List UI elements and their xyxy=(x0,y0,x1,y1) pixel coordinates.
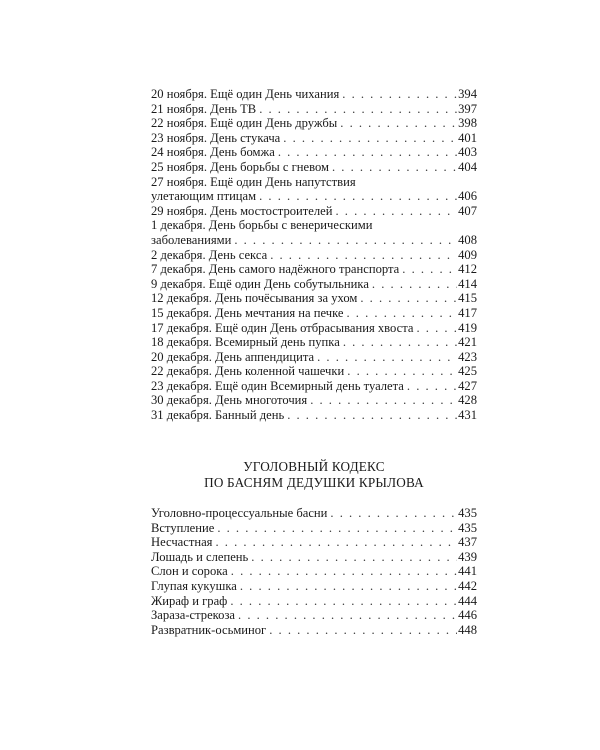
toc-entry-title: 31 декабря. Банный день xyxy=(151,408,285,423)
dot-leader xyxy=(231,564,457,579)
toc-entry-title: 2 декабря. День секса xyxy=(151,247,268,262)
toc-entry-line xyxy=(151,306,477,321)
toc-entry-title: 22 ноября. Ещё один День дружбы xyxy=(151,116,338,131)
toc-entry-line xyxy=(151,102,477,117)
toc-entry xyxy=(151,248,477,263)
toc-entry-title: 18 декабря. Всемирный день пупка xyxy=(151,335,340,350)
toc-entry-title: 9 декабря. Ещё один День собутыльника xyxy=(151,276,369,291)
toc-entry-line xyxy=(151,145,477,160)
toc-entry xyxy=(151,116,477,131)
toc-entry-title: Лошадь и слепень xyxy=(151,549,249,564)
toc-entry-title: 7 декабря. День самого надёжного транспорта xyxy=(151,262,400,277)
toc-entry xyxy=(151,623,477,638)
toc-entry-page-number: 444 xyxy=(458,593,477,608)
toc-entry xyxy=(151,506,477,521)
toc-entry xyxy=(151,335,477,350)
toc-entry-title: 23 ноября. День стукача xyxy=(151,130,281,145)
toc-entry-title: 30 декабря. День многоточия xyxy=(151,393,308,408)
toc-entry-page-number: 408 xyxy=(458,232,477,247)
toc-entry-page-number: 397 xyxy=(458,101,477,116)
toc-entry-title: Несчастная xyxy=(151,535,213,550)
toc-entry-line xyxy=(151,521,477,536)
toc-entry-title: 12 декабря. День почёсывания за ухом xyxy=(151,291,358,306)
toc-entry-title: Жираф и граф xyxy=(151,593,228,608)
toc-entry-page-number: 425 xyxy=(458,364,477,379)
toc-entry-page-number: 406 xyxy=(458,189,477,204)
toc-entry-line xyxy=(151,204,477,219)
dot-leader xyxy=(360,291,457,306)
dot-leader xyxy=(340,116,457,131)
dot-leader xyxy=(259,102,457,117)
dot-leader xyxy=(234,233,457,248)
dot-leader xyxy=(283,131,457,146)
toc-entry-line xyxy=(151,350,477,365)
toc-entry-line xyxy=(151,116,477,131)
toc-entry-page-number: 448 xyxy=(458,622,477,637)
toc-entry-title: 20 декабря. День аппендицита xyxy=(151,349,315,364)
toc-entry-title: 24 ноября. День бомжа xyxy=(151,145,275,160)
toc-entry-page-number: 412 xyxy=(458,262,477,277)
toc-entry-line xyxy=(151,379,477,394)
toc-entry-line xyxy=(151,506,477,521)
toc-entry xyxy=(151,550,477,565)
dot-leader xyxy=(407,379,457,394)
toc-entry xyxy=(151,175,477,204)
toc-entry-page-number: 394 xyxy=(458,87,477,101)
toc-entry xyxy=(151,321,477,336)
toc-entry-line xyxy=(151,564,477,579)
toc-entry-title: Глупая кукушка xyxy=(151,578,237,593)
dot-leader xyxy=(287,408,457,423)
toc-entry xyxy=(151,594,477,609)
toc-entry xyxy=(151,291,477,306)
dot-leader xyxy=(342,87,457,102)
toc-entry-page-number: 401 xyxy=(458,130,477,145)
toc-entry-line xyxy=(151,594,477,609)
toc-entry-page-number: 428 xyxy=(458,393,477,408)
dot-leader xyxy=(343,335,457,350)
toc-entry-page-number: 421 xyxy=(458,335,477,350)
toc-entry-page-number: 419 xyxy=(458,320,477,335)
toc-entry-page-number: 441 xyxy=(458,564,477,579)
toc-entry-title: 15 декабря. День мечтания на печке xyxy=(151,305,344,320)
dot-leader xyxy=(269,623,457,638)
toc-entry xyxy=(151,579,477,594)
section-heading xyxy=(151,459,477,491)
toc-entry-line xyxy=(151,408,477,423)
toc-entry xyxy=(151,131,477,146)
toc-entry xyxy=(151,306,477,321)
toc-entry-line xyxy=(151,131,477,146)
toc-entry-page-number: 431 xyxy=(458,408,477,423)
dot-leader xyxy=(259,189,457,204)
toc-entry-line xyxy=(151,248,477,263)
section-heading-line-1: УГОЛОВНЫЙ КОДЕКС xyxy=(243,459,385,474)
toc-entry xyxy=(151,408,477,423)
toc-entry-title: 29 ноября. День мостостроителей xyxy=(151,203,333,218)
toc-entry-page-number: 435 xyxy=(458,506,477,520)
dot-leader xyxy=(336,204,458,219)
toc-entry-title: 17 декабря. Ещё один День отбрасывания хвоста xyxy=(151,320,414,335)
toc-entry-line xyxy=(151,321,477,336)
toc-entry-line xyxy=(151,233,477,248)
dot-leader xyxy=(270,248,457,263)
dot-leader xyxy=(372,277,457,292)
toc-entry-line xyxy=(151,335,477,350)
toc-entry-page-number: 398 xyxy=(458,116,477,131)
toc-entry-line xyxy=(151,550,477,565)
dot-leader xyxy=(417,321,458,336)
toc-entry-title: Зараза-стрекоза xyxy=(151,608,236,623)
dot-leader xyxy=(402,262,457,277)
toc-entry-line xyxy=(151,535,477,550)
toc-entry xyxy=(151,379,477,394)
toc-entry xyxy=(151,145,477,160)
toc-entry-line xyxy=(151,393,477,408)
toc-entry-title: Уголовно-процессуальные басни xyxy=(151,506,328,520)
toc-entry-page-number: 427 xyxy=(458,378,477,393)
toc-entry-line xyxy=(151,87,477,102)
toc-entry-line xyxy=(151,623,477,638)
toc-entry-page-number: 409 xyxy=(458,247,477,262)
toc-entry xyxy=(151,564,477,579)
toc-entry-line xyxy=(151,189,477,204)
toc-entry-line xyxy=(151,608,477,623)
toc-entry xyxy=(151,350,477,365)
dot-leader xyxy=(230,594,457,609)
toc-entry-line xyxy=(151,291,477,306)
toc-entry-page-number: 417 xyxy=(458,305,477,320)
dot-leader xyxy=(217,521,457,536)
toc-entry xyxy=(151,393,477,408)
table-of-contents-upper xyxy=(151,87,477,423)
toc-entry-page-number: 437 xyxy=(458,535,477,550)
toc-entry-line xyxy=(151,262,477,277)
toc-entry xyxy=(151,102,477,117)
dot-leader xyxy=(251,550,457,565)
toc-entry-page-number: 435 xyxy=(458,520,477,535)
toc-entry xyxy=(151,535,477,550)
toc-entry-page-number: 403 xyxy=(458,145,477,160)
toc-entry-title-line: 27 ноября. Ещё один День напутствия xyxy=(151,174,356,189)
toc-entry-title: 25 ноября. День борьбы с гневом xyxy=(151,159,329,174)
toc-entry-line xyxy=(151,277,477,292)
dot-leader xyxy=(330,506,457,521)
toc-entry-title: 21 ноября. День ТВ xyxy=(151,101,257,116)
toc-entry xyxy=(151,608,477,623)
toc-entry-page-number: 414 xyxy=(458,276,477,291)
toc-entry-page-number: 442 xyxy=(458,578,477,593)
toc-entry xyxy=(151,521,477,536)
dot-leader xyxy=(317,350,457,365)
dot-leader xyxy=(215,535,457,550)
toc-entry-title: улетающим птицам xyxy=(151,189,257,204)
table-of-contents-lower xyxy=(151,506,477,637)
toc-entry-title: 20 ноября. Ещё один День чихания xyxy=(151,87,340,101)
toc-entry-page-number: 415 xyxy=(458,291,477,306)
toc-entry-line xyxy=(151,579,477,594)
toc-entry-page-number: 446 xyxy=(458,608,477,623)
toc-entry-title: Слон и сорока xyxy=(151,564,228,579)
toc-entry xyxy=(151,364,477,379)
toc-entry-line xyxy=(151,364,477,379)
section-heading-line-2: ПО БАСНЯМ ДЕДУШКИ КРЫЛОВА xyxy=(204,475,424,490)
toc-entry xyxy=(151,262,477,277)
toc-entry xyxy=(151,218,477,247)
toc-entry-page-number: 439 xyxy=(458,549,477,564)
dot-leader xyxy=(240,579,457,594)
toc-entry-page-number: 407 xyxy=(458,203,477,218)
dot-leader xyxy=(238,608,457,623)
toc-entry xyxy=(151,204,477,219)
dot-leader xyxy=(332,160,457,175)
dot-leader xyxy=(310,393,457,408)
toc-entry xyxy=(151,160,477,175)
toc-entry xyxy=(151,87,477,102)
toc-entry-title: Вступление xyxy=(151,520,215,535)
toc-entry-title: 23 декабря. Ещё один Всемирный день туалета xyxy=(151,378,404,393)
toc-entry-page-number: 423 xyxy=(458,349,477,364)
toc-entry-line xyxy=(151,160,477,175)
toc-entry-page-number: 404 xyxy=(458,159,477,174)
dot-leader xyxy=(278,145,457,160)
toc-entry-title: Развратник-осьминог xyxy=(151,622,267,637)
toc-entry xyxy=(151,277,477,292)
toc-entry-title: 22 декабря. День коленной чашечки xyxy=(151,364,345,379)
dot-leader xyxy=(347,306,458,321)
dot-leader xyxy=(347,364,457,379)
toc-entry-title-line: 1 декабря. День борьбы с венерическими xyxy=(151,218,373,233)
toc-entry-title: заболеваниями xyxy=(151,232,232,247)
